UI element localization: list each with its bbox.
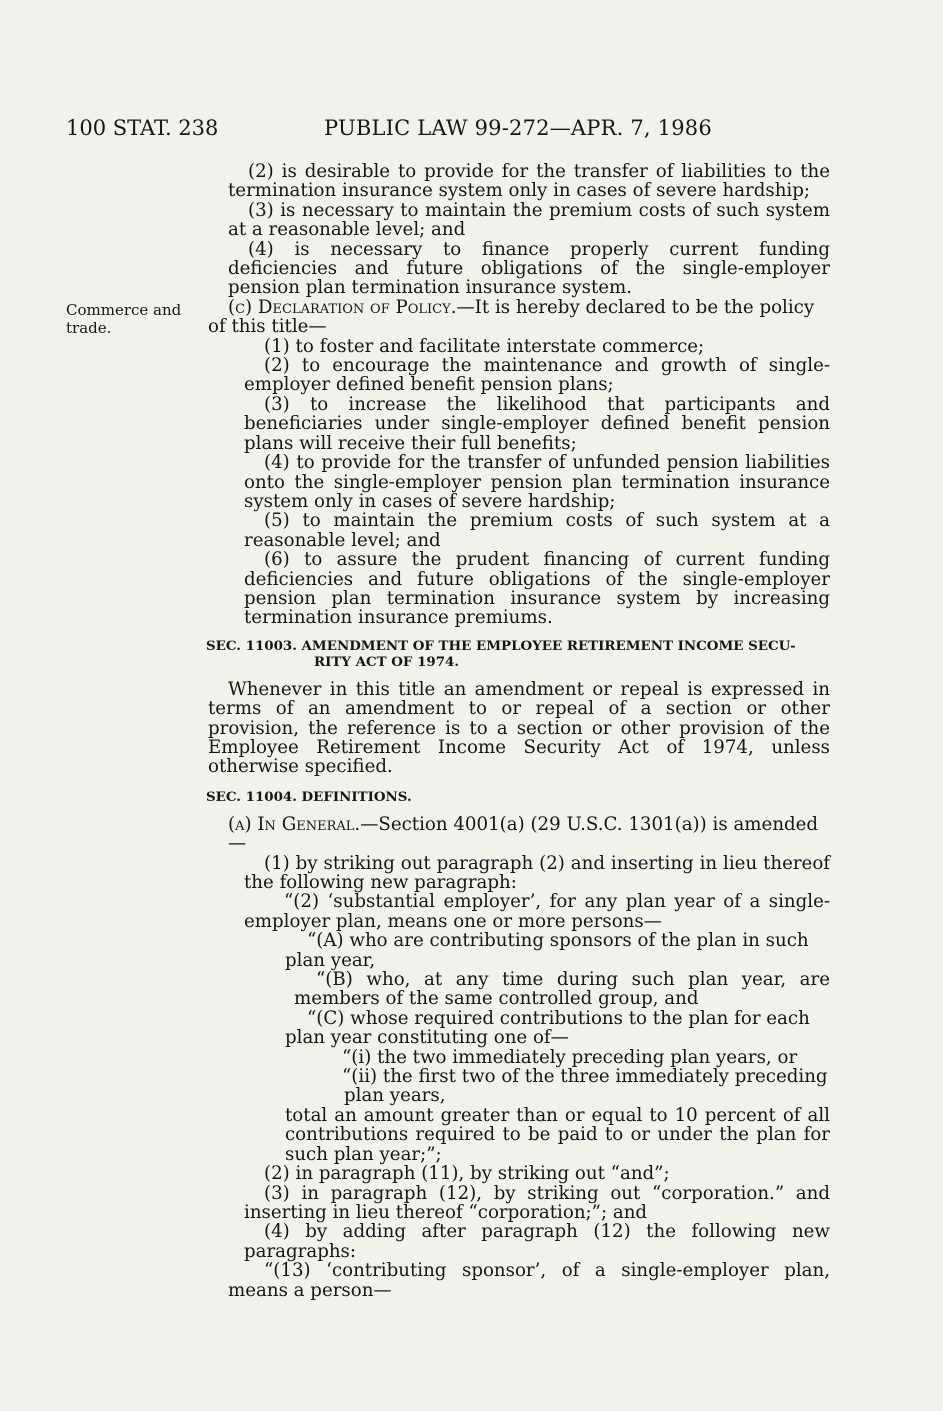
section-heading-line: SEC. 11003. AMENDMENT OF THE EMPLOYEE RETIREMENT INCOME SECU- (206, 637, 796, 654)
amendment-2: (2) in paragraph (11), by striking out “and”; (264, 1163, 670, 1185)
body-text (208, 162, 830, 1300)
section-11003-text: Whenever in this title an amendment or repeal is expressed in terms of an amendment to or repeal of a section or other provision, the reference is to a section or other provision of the Employee Retirement Income Security Act of 1974, unless otherwise specified. (208, 678, 830, 778)
clause-ii: “(ii) the first two of the three immediately preceding (342, 1066, 828, 1088)
policy-item: (1) to foster and facilitate interstate commerce; (264, 335, 705, 357)
clause-A: “(A) who are contributing sponsors of the plan in such (307, 930, 809, 952)
clause-B: “(B) who, at any time during such plan year, are members of the same controlled group, and (294, 969, 830, 1010)
total-clause: total an amount greater than or equal to 10 percent of all contributions required to be paid to or under the plan for such plan year;”; (285, 1104, 830, 1165)
declaration-label: (c) Declaration of Policy. (228, 296, 457, 318)
subsection-a (208, 815, 830, 854)
page-header (66, 116, 833, 146)
declaration-text: —It is hereby declared to be the policy (456, 296, 815, 318)
finding-2: (2) is desirable to provide for the transfer of liabilities to the termination insurance system only in cases of severe hardship; (228, 161, 830, 202)
clause-C: “(C) whose required contributions to the plan for each (307, 1007, 810, 1029)
declaration-of-policy (208, 298, 830, 317)
policy-item: (2) to encourage the maintenance and growth of single-employer defined benefit pension plans; (244, 355, 830, 396)
clause-A-wrap: plan year, (285, 949, 376, 971)
amendment-1: (1) by striking out paragraph (2) and inserting in lieu thereof the following new paragraph: (244, 852, 830, 893)
subsection-a-label: (a) In General. (228, 813, 361, 835)
clause-C-wrap: plan year constituting one of— (285, 1027, 569, 1049)
section-11003-heading (206, 638, 830, 670)
clause-i: “(i) the two immediately preceding plan years, or (342, 1046, 798, 1068)
margin-note-line: trade. (66, 319, 112, 337)
amendment-3: (3) in paragraph (12), by striking out “corporation.” and inserting in lieu thereof “corporation;”; and (244, 1182, 830, 1223)
page-title: PUBLIC LAW 99-272—APR. 7, 1986 (324, 116, 712, 140)
subsection-a-text: —Section 4001(a) (29 U.S.C. 1301(a)) is amended— (228, 813, 819, 855)
clause-ii-wrap: plan years, (344, 1085, 446, 1107)
margin-note (66, 301, 196, 337)
section-heading-line: RITY ACT OF 1974. (314, 653, 460, 670)
new-paragraph-2: “(2) ‘substantial employer’, for any plan year of a single-employer plan, means one or more persons— (244, 891, 830, 932)
policy-item: (5) to maintain the premium costs of such system at a reasonable level; and (244, 510, 830, 551)
new-paragraph-13: “(13) ‘contributing sponsor’, of a single-employer plan, means a person— (228, 1260, 830, 1301)
policy-item: (6) to assure the prudent financing of current funding deficiencies and future obligations of the single-employer pension plan termination insurance system by increasing termination insurance premiums. (244, 549, 830, 629)
amendment-4: (4) by adding after paragraph (12) the following new paragraphs: (244, 1221, 830, 1262)
finding-4: (4) is necessary to finance properly current funding deficiencies and future obligations of the single-employer pension plan termination insurance system. (228, 238, 830, 299)
policy-item: (3) to increase the likelihood that participants and beneficiaries under single-employer defined benefit pension plans will receive their full benefits; (244, 393, 830, 454)
section-11004-heading: SEC. 11004. DEFINITIONS. (206, 788, 412, 805)
finding-3: (3) is necessary to maintain the premium costs of such system at a reasonable level; and (228, 199, 830, 241)
policy-item: (4) to provide for the transfer of unfunded pension liabilities onto the single-employer pension plan termination insurance system only in cases of severe hardship; (244, 452, 830, 512)
declaration-continuation: of this title— (208, 316, 327, 338)
margin-note-line: Commerce and (66, 301, 182, 319)
statute-page-number: 100 STAT. 238 (66, 116, 219, 140)
